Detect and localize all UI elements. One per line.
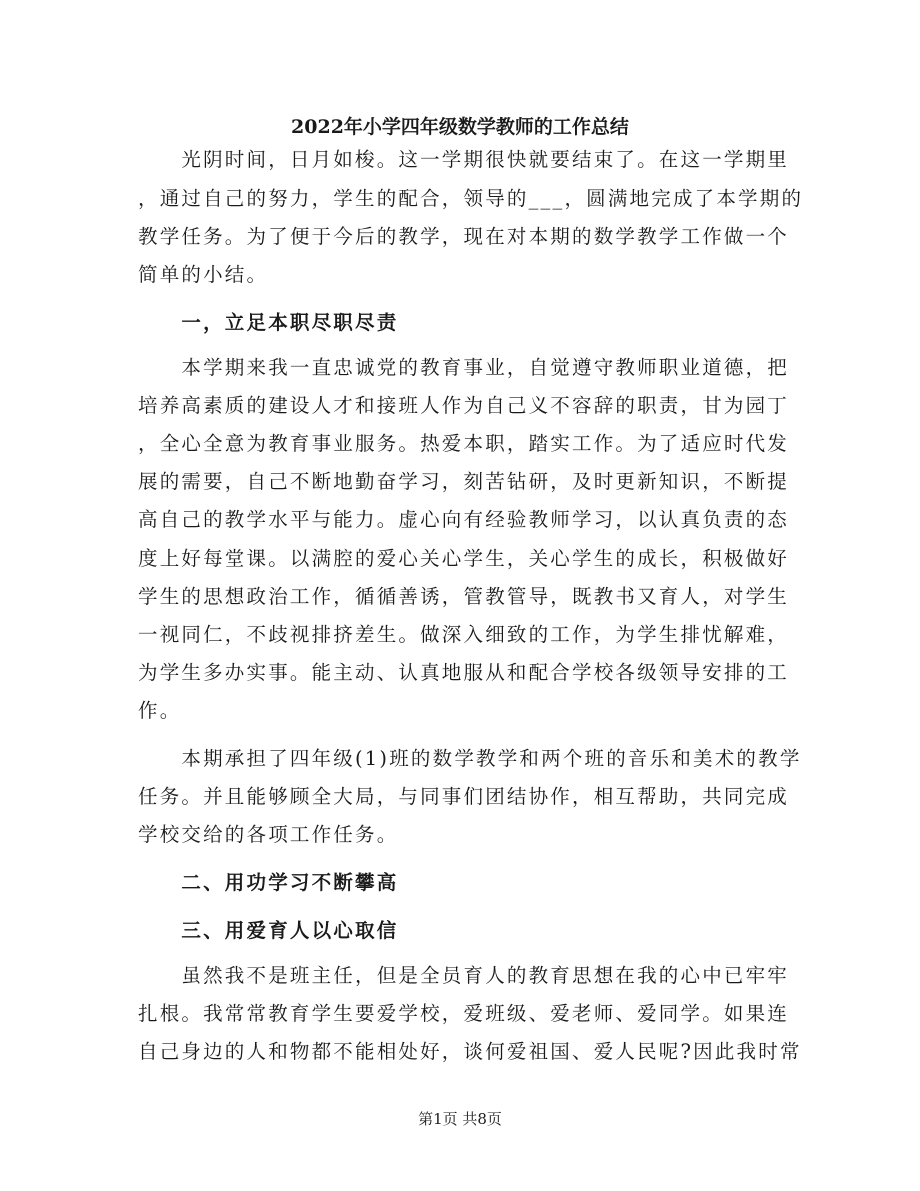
section-heading-2: 二、用功学习不断攀高 — [138, 871, 399, 894]
body-line: 度上好每堂课。以满腔的爱心关心学生，关心学生的成长，积极做好 — [138, 547, 790, 570]
body-line: 高自己的教学水平与能力。虚心向有经验教师学习，以认真负责的态 — [138, 508, 790, 531]
body-line: 一视同仁，不歧视排挤差生。做深入细致的工作，为学生排忧解难， — [138, 623, 790, 646]
body-line: 本期承担了四年级(1)班的数学教学和两个班的音乐和美术的教学 — [138, 747, 802, 770]
body-line: 展的需要，自己不断地勤奋学习，刻苦钻研，及时更新知识，不断提 — [138, 470, 790, 493]
body-line: 任务。并且能够顾全大局，与同事们团结协作，相互帮助，共同完成 — [138, 785, 790, 808]
body-line: 光阴时间，日月如梭。这一学期很快就要结束了。在这一学期里 — [138, 148, 790, 171]
body-line: 本学期来我一直忠诚党的教育事业，自觉遵守教师职业道德，把 — [138, 356, 790, 379]
section-heading-1: 一，立足本职尽职尽责 — [138, 311, 399, 334]
body-line: 虽然我不是班主任，但是全员育人的教育思想在我的心中已牢牢 — [138, 964, 790, 987]
document-title: 2022年小学四年级数学教师的工作总结 — [291, 116, 629, 138]
body-line: 作。 — [138, 699, 182, 722]
body-line: 教学任务。为了便于今后的教学，现在对本期的数学教学工作做一个 — [138, 225, 790, 248]
body-line: 学生的思想政治工作，循循善诱，管教管导，既教书又育人，对学生 — [138, 585, 790, 608]
body-line: 学校交给的各项工作任务。 — [138, 823, 399, 846]
body-line: ，全心全意为教育事业服务。热爱本职，踏实工作。为了适应时代发 — [138, 432, 790, 455]
body-line: ，通过自己的努力，学生的配合，领导的___，圆满地完成了本学期的 — [138, 187, 804, 210]
page-number: 第1页 共8页 — [418, 1110, 502, 1128]
body-line: 为学生多办实事。能主动、认真地服从和配合学校各级领导安排的工 — [138, 661, 790, 684]
body-line: 扎根。我常常教育学生要爱学校，爱班级、爱老师、爱同学。如果连 — [138, 1002, 790, 1025]
section-heading-3: 三、用爱育人以心取信 — [138, 919, 399, 942]
body-line: 简单的小结。 — [138, 263, 269, 286]
body-line: 自己身边的人和物都不能相处好，谈何爱祖国、爱人民呢?因此我时常 — [138, 1040, 802, 1063]
body-line: 培养高素质的建设人才和接班人作为自己义不容辞的职责，甘为园丁 — [138, 394, 790, 417]
